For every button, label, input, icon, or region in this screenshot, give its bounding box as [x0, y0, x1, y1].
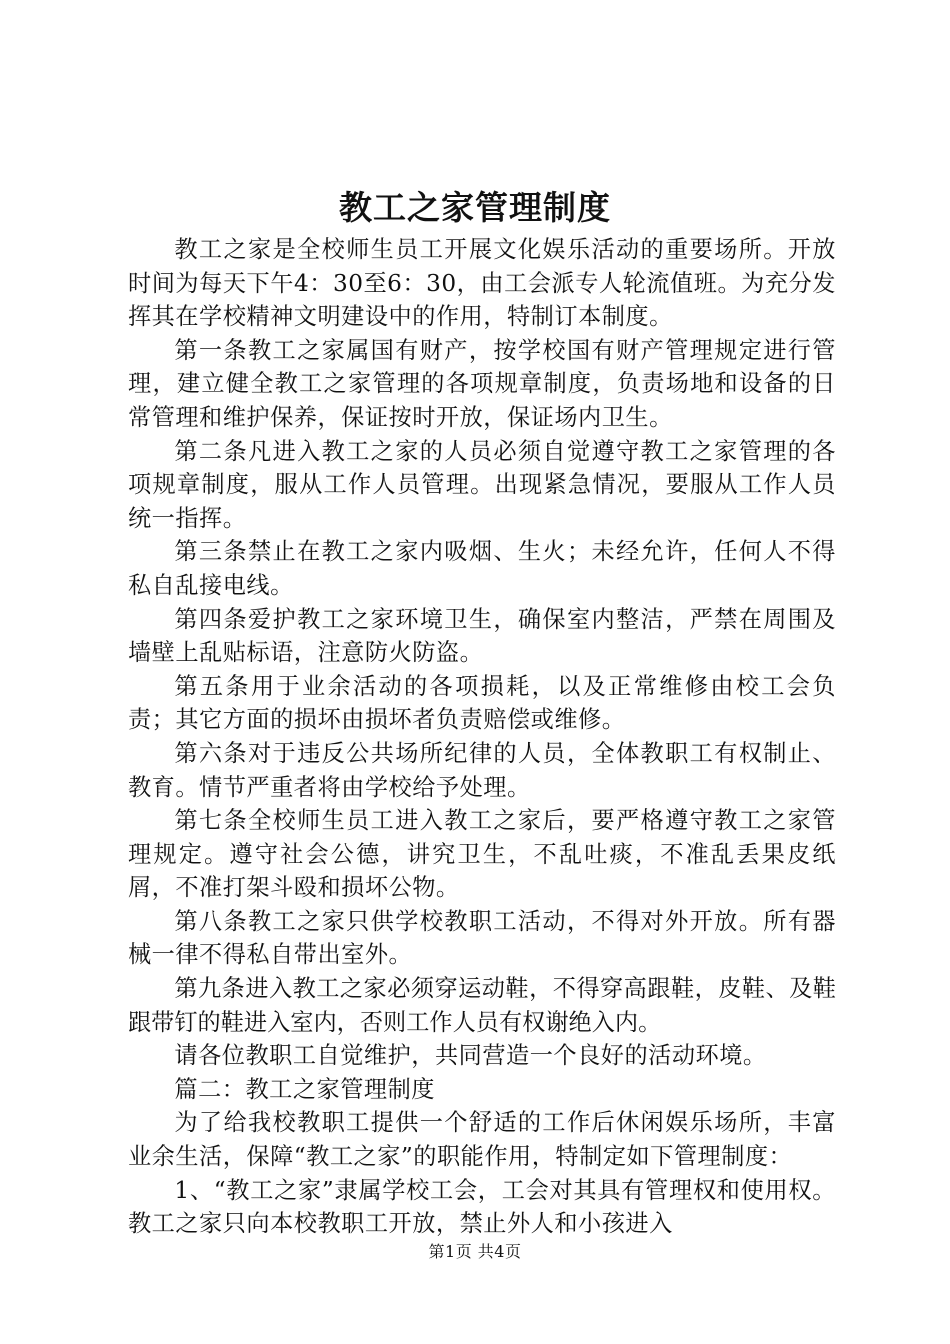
- paragraph-article-3: 第三条禁止在教工之家内吸烟、生火；未经允许，任何人不得私自乱接电线。: [128, 538, 836, 599]
- paragraph-part-2-intro: 为了给我校教职工提供一个舒适的工作后休闲娱乐场所，丰富业余生活，保障“教工之家”的职能作用，特制定如下管理制度：: [128, 1109, 836, 1171]
- paragraph-article-9: 第九条进入教工之家必须穿运动鞋，不得穿高跟鞋，皮鞋、及鞋跟带钉的鞋进入室内，否则工作人员有权谢绝入内。: [128, 975, 836, 1036]
- document-body: [128, 233, 836, 1241]
- paragraph-article-8: 第八条教工之家只供学校教职工活动，不得对外开放。所有器械一律不得私自带出室外。: [128, 907, 836, 969]
- paragraph-article-6: 第六条对于违反公共场所纪律的人员，全体教职工有权制止、教育。情节严重者将由学校给予处理。: [128, 739, 836, 801]
- document-title: 教工之家管理制度: [339, 188, 611, 227]
- paragraph-part-2-item-1: 1、“教工之家”隶属学校工会，工会对其具有管理权和使用权。教工之家只向本校教职工开放，禁止外人和小孩进入: [128, 1176, 836, 1238]
- paragraph-intro: 教工之家是全校师生员工开展文化娱乐活动的重要场所。开放时间为每天下午4：30至6：30，由工会派专人轮流值班。为充分发挥其在学校精神文明建设中的作用，特制订本制度。: [128, 236, 836, 331]
- paragraph-article-5: 第五条用于业余活动的各项损耗，以及正常维修由校工会负责；其它方面的损坏由损坏者负责赔偿或维修。: [128, 672, 836, 734]
- paragraph-article-7: 第七条全校师生员工进入教工之家后，要严格遵守教工之家管理规定。遵守社会公德，讲究卫生，不乱吐痰，不准乱丢果皮纸屑，不准打架斗殴和损坏公物。: [128, 807, 836, 902]
- section-heading-part-2: 篇二：教工之家管理制度: [174, 1075, 435, 1103]
- paragraph-article-4: 第四条爱护教工之家环境卫生，确保室内整洁，严禁在周围及墙壁上乱贴标语，注意防火防盗。: [128, 605, 836, 667]
- paragraph-article-1: 第一条教工之家属国有财产，按学校国有财产管理规定进行管理，建立健全教工之家管理的各项规章制度，负责场地和设备的日常管理和维护保养，保证按时开放，保证场内卫生。: [128, 336, 836, 431]
- page-number-footer: 第1页 共4页: [428, 1242, 522, 1261]
- paragraph-closing: 请各位教职工自觉维护，共同营造一个良好的活动环境。: [174, 1042, 767, 1070]
- paragraph-article-2: 第二条凡进入教工之家的人员必须自觉遵守教工之家管理的各项规章制度，服从工作人员管理。出现紧急情况，要服从工作人员统一指挥。: [128, 437, 836, 532]
